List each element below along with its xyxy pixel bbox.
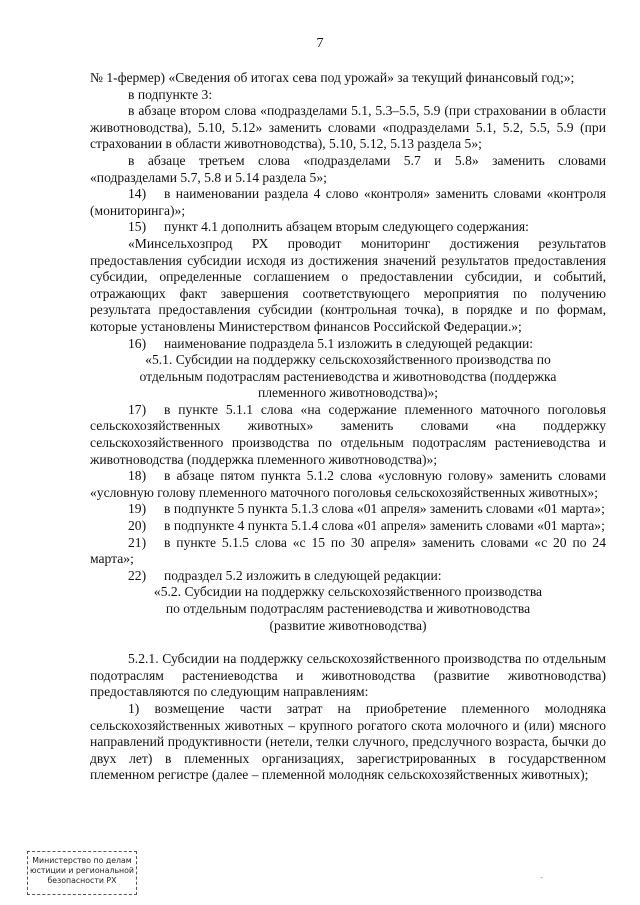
stamp-line: безопасности РХ bbox=[47, 876, 117, 885]
page-number: 7 bbox=[316, 36, 324, 51]
spacer bbox=[90, 634, 606, 651]
list-item-21 bbox=[90, 535, 606, 568]
paragraph: 1) возмещение части затрат на приобретение племенного молодняка сельскохозяйственных животных – крупного рогатого скота молочного и (или) мясного направлений продуктивности (нетели, телки случного, предслучного возраста, бычки до двух лет) в племенных организациях, зарегистрированных в государственном племенном регистре (далее – племенной молодняк сельскохозяйственных животных); bbox=[90, 700, 606, 783]
subsection-heading-line: племенного животноводства)»; bbox=[257, 385, 439, 401]
quoted-paragraph: «Минсельхозпрод РХ проводит мониторинг достижения результатов предоставления субсидии исходя из достижения значений результатов предоставления субсидии, определенные соглашением о предоставлении субсидии, и событий, отражающих факт завершения соответствующего мероприятия по получению результата предоставления субсидии (контрольная точка), в порядке и по формам, которые установлены Министерством финансов Российской Федерации.»; bbox=[90, 235, 606, 334]
item-text: в наименовании раздела 4 слово «контроля» заменить словами «контроля (мониторинга)»; bbox=[90, 186, 606, 218]
list-item-14 bbox=[90, 186, 606, 219]
item-number: 14) bbox=[128, 186, 147, 202]
item-number: 17) bbox=[128, 401, 147, 417]
item-number: 19) bbox=[128, 501, 147, 517]
list-item-22 bbox=[90, 568, 606, 585]
subsection-heading-line: «5.2. Субсидии на поддержку сельскохозяйственного производства bbox=[153, 584, 543, 600]
item-number: 21) bbox=[128, 534, 147, 550]
list-item-20 bbox=[90, 518, 606, 535]
stamp-line: юстиции и региональной bbox=[30, 866, 134, 875]
subsection-heading-line: «5.1. Субсидии на поддержку сельскохозяйственного производства по bbox=[145, 352, 551, 368]
paragraph: в абзаце третьем слова «подразделами 5.7 и 5.8» заменить словами «подразделами 5.7, 5.8 и 5.14 раздела 5»; bbox=[90, 152, 606, 185]
item-number: 20) bbox=[128, 518, 147, 534]
list-item-16 bbox=[90, 336, 606, 353]
item-number: 16) bbox=[128, 335, 147, 351]
item-text: в подпункте 4 пункта 5.1.4 слова «01 апреля» заменить словами «01 марта»; bbox=[164, 518, 605, 534]
item-text: в подпункте 5 пункта 5.1.3 слова «01 апреля» заменить словами «01 марта»; bbox=[164, 501, 605, 517]
corner-mark: - bbox=[540, 873, 544, 883]
list-item-18 bbox=[90, 468, 606, 501]
paragraph: № 1-фермер) «Сведения об итогах сева под урожай» за текущий финансовый год;»; bbox=[90, 70, 575, 85]
subsection-heading-line: отдельным подотраслям растениеводства и животноводства (поддержка bbox=[139, 368, 557, 384]
item-text: в пункте 5.1.1 слова «на содержание племенного маточного поголовья сельскохозяйственных животных» заменить словами «на поддержку сельскохозяйственного производства по отдельным подотраслям растениеводства и животноводства (поддержка племенного животноводства)»; bbox=[90, 401, 606, 467]
item-text: подраздел 5.2 изложить в следующей редакции: bbox=[164, 567, 442, 583]
list-item-19 bbox=[90, 501, 606, 518]
item-number: 18) bbox=[128, 468, 147, 484]
paragraph: 5.2.1. Субсидии на поддержку сельскохозяйственного производства по отдельным подотраслям растениеводства и животноводства (развитие животноводства) предоставляются по следующим направлениям: bbox=[90, 651, 606, 700]
paragraph: в подпункте 3: bbox=[128, 86, 213, 102]
item-text: в абзаце пятом пункта 5.1.2 слова «условную голову» заменить словами «условную голову племенного маточного поголовья сельскохозяйственных животных»; bbox=[90, 468, 606, 500]
document-body bbox=[90, 70, 606, 784]
stamp-line: Министерство по делам bbox=[32, 856, 132, 865]
list-item-17 bbox=[90, 402, 606, 468]
item-text: в пункте 5.1.5 слова «с 15 по 30 апреля» заменить словами «с 20 по 24 марта»; bbox=[90, 534, 606, 567]
item-text: пункт 4.1 дополнить абзацем вторым следующего содержания: bbox=[164, 219, 529, 235]
item-number: 22) bbox=[128, 567, 147, 583]
item-number: 15) bbox=[128, 219, 147, 235]
subsection-heading-line: по отдельным подотраслям растениеводства и животноводства bbox=[165, 601, 531, 616]
list-item-15 bbox=[90, 219, 606, 236]
item-text: наименование подраздела 5.1 изложить в следующей редакции: bbox=[164, 335, 534, 351]
subsection-heading-line: (развитие животноводства) bbox=[269, 617, 427, 633]
registration-stamp bbox=[27, 851, 137, 895]
paragraph: в абзаце втором слова «подразделами 5.1, 5.3–5.5, 5.9 (при страховании в области животноводства), 5.10, 5.12» заменить словами «подразделами 5.1, 5.2, 5.5, 5.9 (при страховании в области животноводства), 5.10, 5.12, 5.13 раздела 5»; bbox=[90, 103, 606, 152]
